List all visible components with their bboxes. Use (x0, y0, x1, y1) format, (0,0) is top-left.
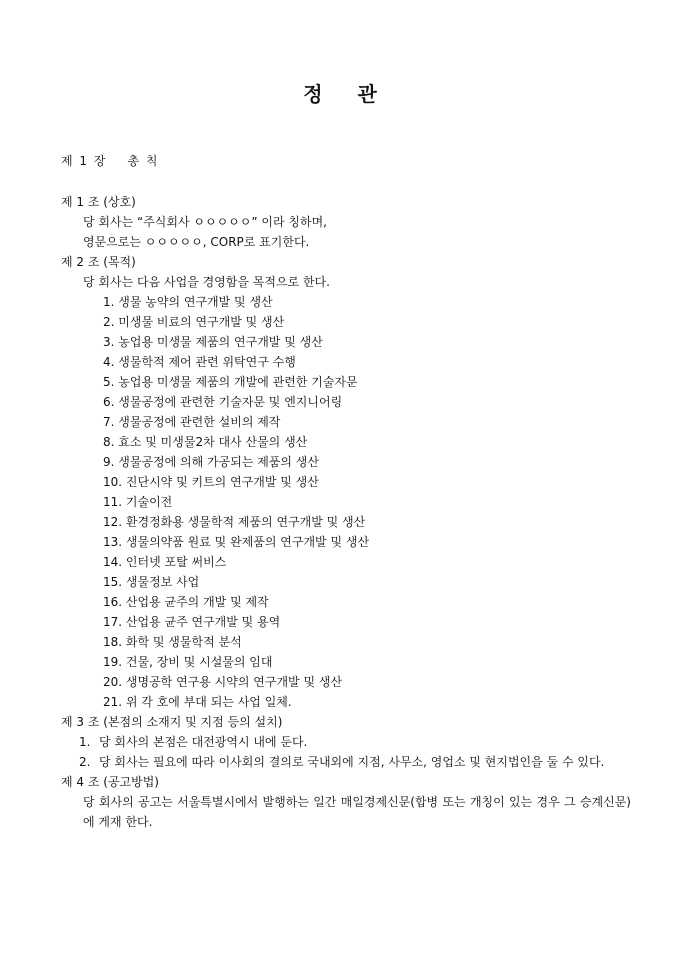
purpose-item: 9. 생물공정에 의해 가공되는 제품의 생산 (103, 455, 319, 469)
chapter-number: 제 1 장 (61, 154, 106, 168)
clause-text: 당 회사의 본점은 대전광역시 내에 둔다. (99, 735, 308, 749)
purpose-item: 3. 농업용 미생물 제품의 연구개발 및 생산 (103, 335, 323, 349)
purpose-item: 4. 생물학적 제어 관련 위탁연구 수행 (103, 355, 296, 369)
document-title: 정 관 (303, 82, 391, 106)
article-1-heading: 제 1 조 (상호) (61, 195, 136, 209)
articles-body (61, 192, 631, 832)
purpose-item: 6. 생물공정에 관련한 기술자문 및 엔지니어링 (103, 395, 343, 409)
clause-number: 2. (79, 755, 91, 769)
article-2-intro: 당 회사는 다음 사업을 경영함을 목적으로 한다. (83, 275, 330, 289)
purpose-item: 18. 화학 및 생물학적 분석 (103, 635, 242, 649)
article-1-line: 영문으로는 ㅇㅇㅇㅇㅇ, CORP로 표기한다. (83, 235, 310, 249)
purpose-item: 10. 진단시약 및 키트의 연구개발 및 생산 (103, 475, 319, 489)
purpose-item: 15. 생물정보 사업 (103, 575, 200, 589)
purpose-item: 12. 환경정화용 생물학적 제품의 연구개발 및 생산 (103, 515, 366, 529)
purpose-item: 13. 생물의약품 원료 및 완제품의 연구개발 및 생산 (103, 535, 370, 549)
clause-text: 당 회사는 필요에 따라 이사회의 결의로 국내외에 지점, 사무소, 영업소 및 현지법인을 둘 수 있다. (99, 755, 605, 769)
article-4-heading: 제 4 조 (공고방법) (61, 775, 159, 789)
chapter-name: 총 칙 (127, 154, 158, 168)
purpose-item: 21. 위 각 호에 부대 되는 사업 일체. (103, 695, 292, 709)
numbered-clause (61, 752, 631, 772)
article-3-heading: 제 3 조 (본점의 소재지 및 지점 등의 설치) (61, 715, 283, 729)
purpose-item: 20. 생명공학 연구용 시약의 연구개발 및 생산 (103, 675, 343, 689)
purpose-item: 7. 생물공정에 관련한 설비의 제작 (103, 415, 281, 429)
article-2-heading: 제 2 조 (목적) (61, 255, 136, 269)
chapter-heading (61, 152, 157, 169)
article-4-paragraph: 당 회사의 공고는 서울특별시에서 발행하는 일간 매일경제신문(합병 또는 개칭이 있는 경우 그 승계신문)에 게재 한다. (83, 795, 631, 829)
clause-number: 1. (79, 735, 91, 749)
purpose-item: 8. 효소 및 미생물2차 대사 산물의 생산 (103, 435, 308, 449)
purpose-item: 2. 미생물 비료의 연구개발 및 생산 (103, 315, 285, 329)
purpose-item: 14. 인터넷 포탈 써비스 (103, 555, 227, 569)
purpose-item: 17. 산업용 균주 연구개발 및 용역 (103, 615, 281, 629)
purpose-item: 5. 농업용 미생물 제품의 개발에 관련한 기술자문 (103, 375, 358, 389)
article-1-line: 당 회사는 “주식회사 ㅇㅇㅇㅇㅇ” 이라 칭하며, (83, 215, 327, 229)
purpose-item: 11. 기술이전 (103, 495, 173, 509)
numbered-clause (61, 732, 631, 752)
purpose-item: 16. 산업용 균주의 개발 및 제작 (103, 595, 269, 609)
purpose-item: 19. 건물, 장비 및 시설물의 임대 (103, 655, 273, 669)
purpose-item: 1. 생물 농약의 연구개발 및 생산 (103, 295, 273, 309)
